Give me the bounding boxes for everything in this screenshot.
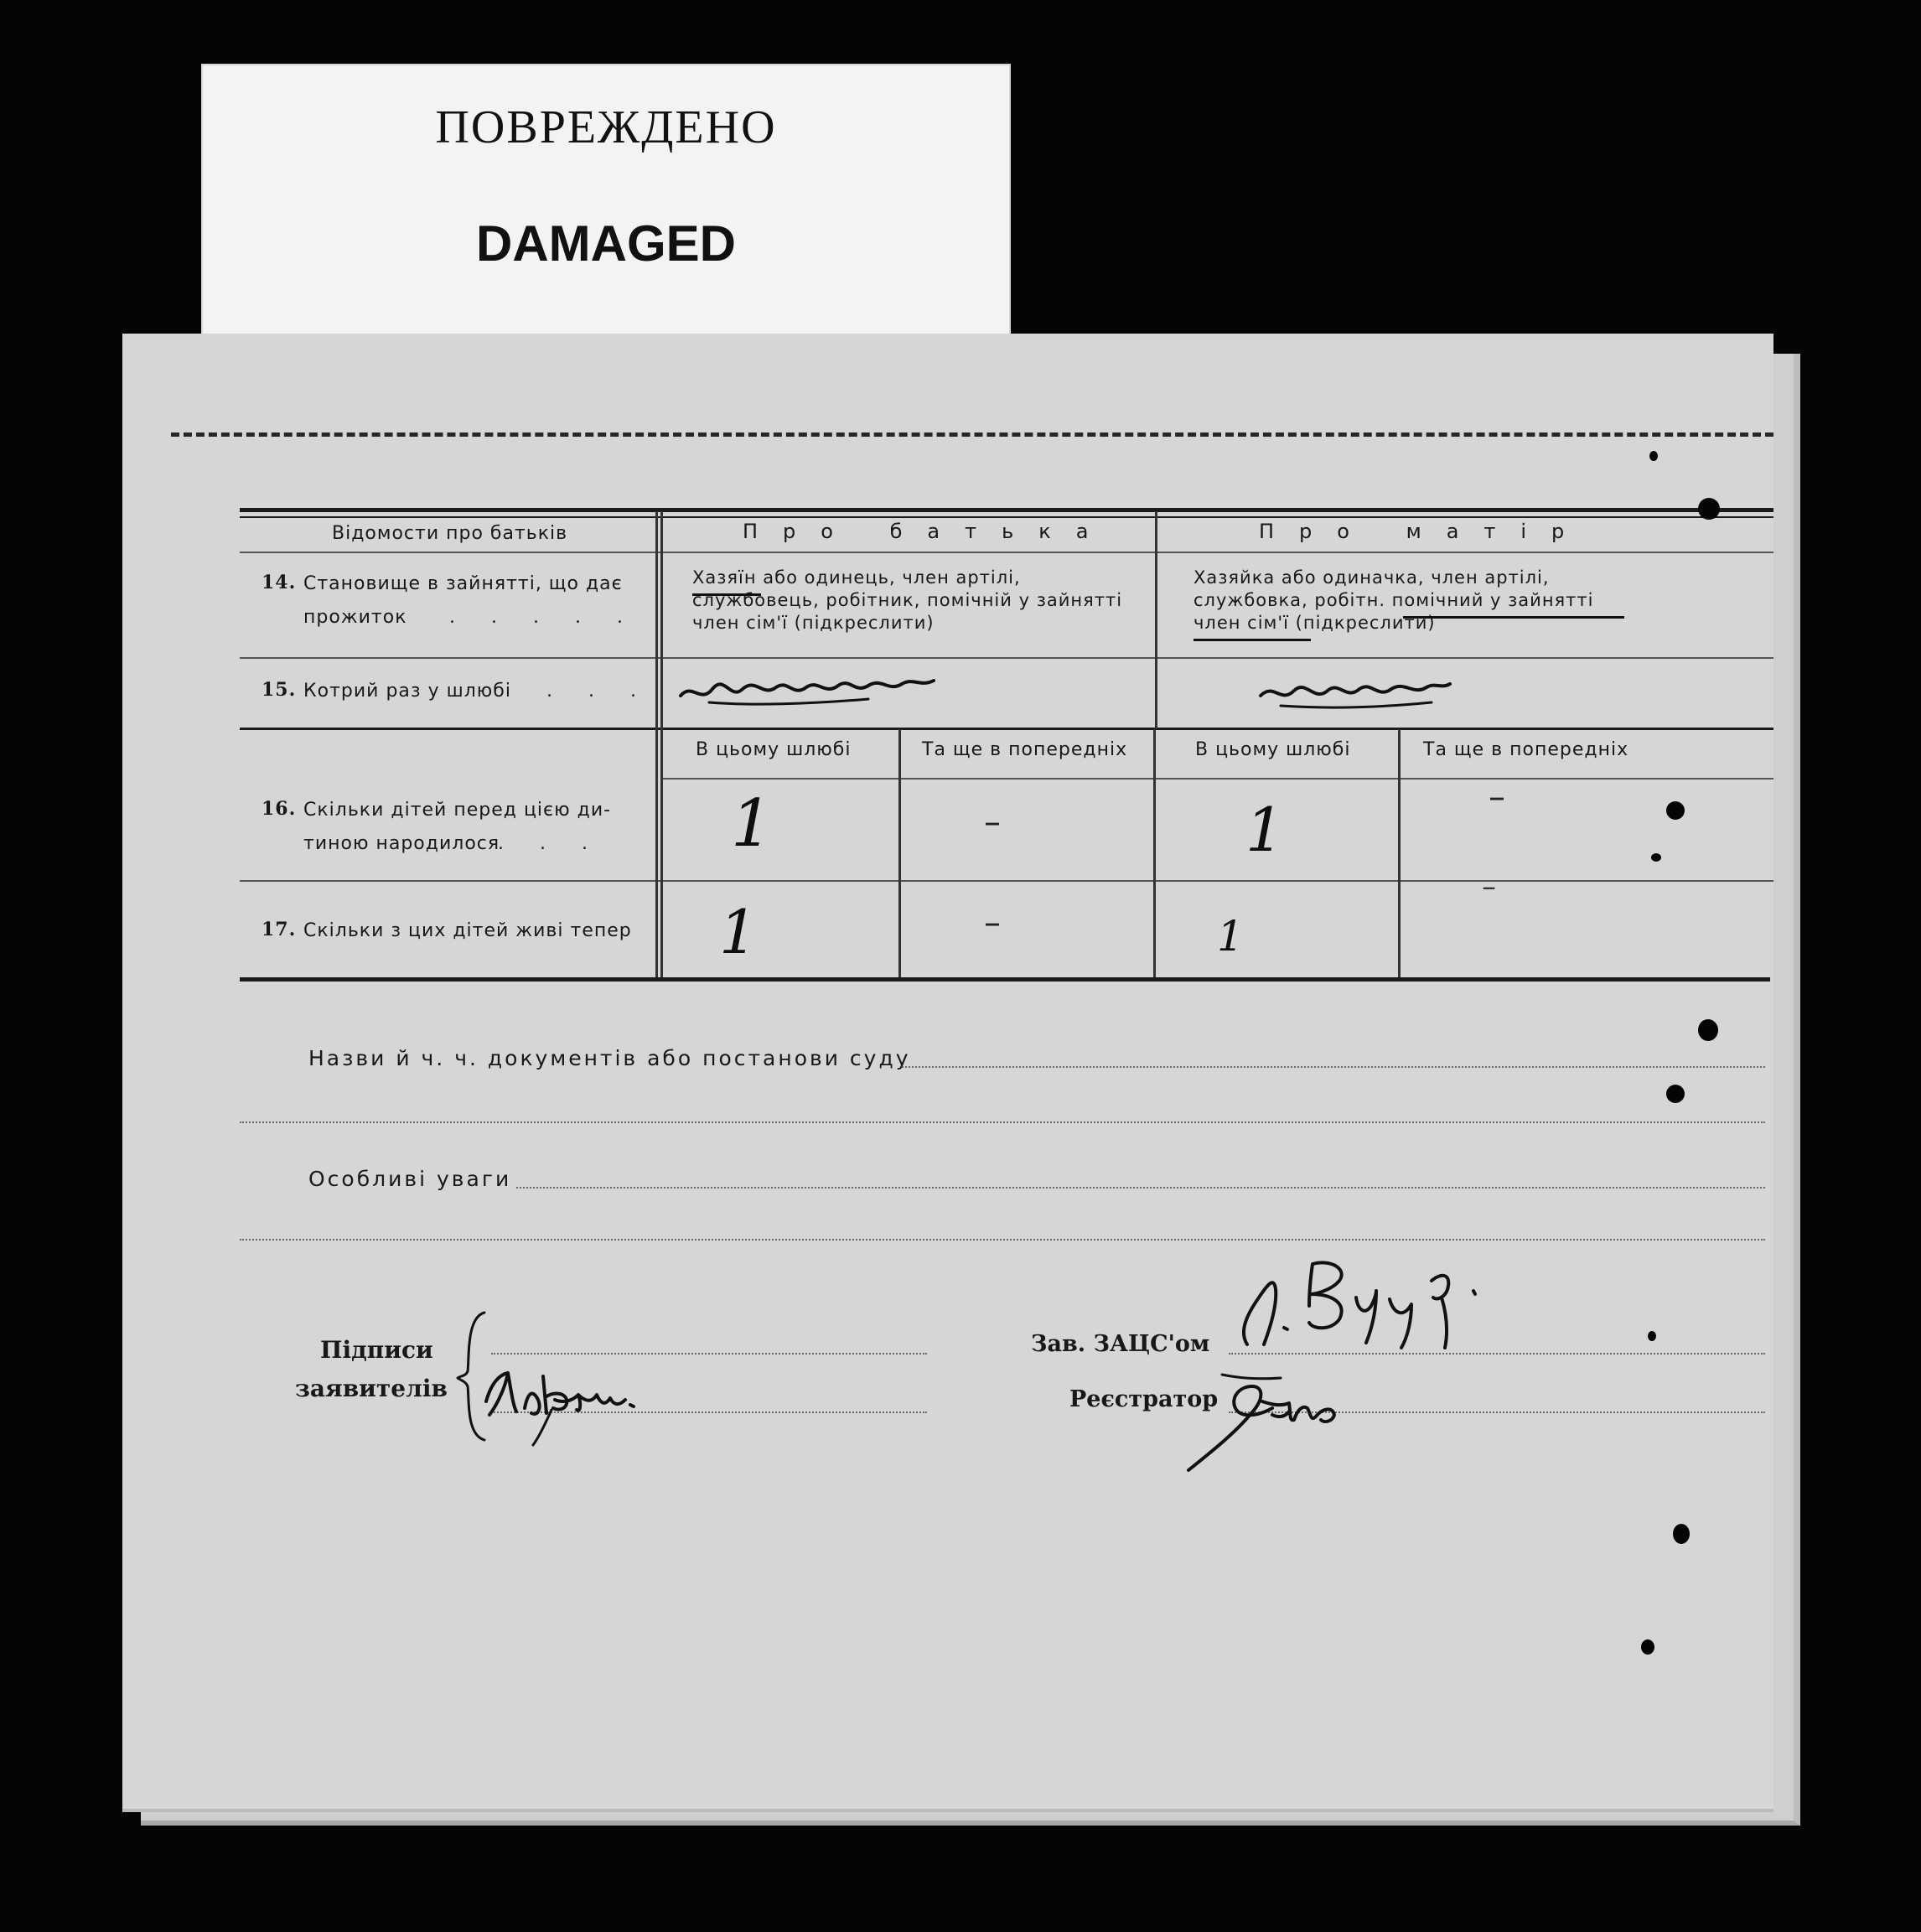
table-bottom-rule — [240, 977, 1770, 982]
documents-label: Назви й ч. ч. документів або постанови суду — [308, 1046, 911, 1070]
perforation-line — [171, 432, 1773, 437]
row14-rule — [240, 657, 1773, 659]
subheader-rule — [660, 778, 1773, 780]
notes-label: Особливі уваги — [308, 1167, 512, 1191]
row16-mother-prev-value: – — [1489, 778, 1505, 816]
row15-number: 15. — [261, 679, 297, 701]
col-divider-mother-sub — [1398, 729, 1401, 977]
row17-number: 17. — [261, 919, 297, 940]
handwriting-mother-marriage-count — [1256, 671, 1457, 724]
row16-number: 16. — [261, 798, 297, 820]
documents-line-1 — [902, 1066, 1765, 1068]
subheader-mother-prev: Та ще в попередніх — [1423, 739, 1629, 760]
row16-label-line2: тиною народилося — [303, 833, 500, 854]
notes-line-1 — [516, 1187, 1765, 1189]
subheader-father-this: В цьому шлюбі — [696, 739, 852, 760]
row16-father-this-value: 1 — [731, 786, 773, 862]
notes-line-2 — [240, 1239, 1765, 1241]
row16-rule — [240, 880, 1773, 882]
applicants-label-line2: заявителів — [295, 1375, 448, 1402]
head-signature — [1222, 1239, 1507, 1376]
mother-underline-pomichnyi — [1403, 616, 1624, 619]
row17-label: Скільки з цих дітей живі тепер — [303, 920, 632, 941]
applicant-signature-line-1 — [491, 1353, 927, 1354]
col-header-father: Про батька — [743, 520, 1114, 543]
row14-label-line2: прожиток — [303, 607, 407, 628]
tag-text-russian: ПОВРЕЖДЕНО — [435, 101, 777, 153]
col-divider-mother — [1153, 729, 1156, 977]
col-divider-parents — [1155, 511, 1157, 729]
table-top-rule — [240, 508, 1773, 512]
binding-hole — [1649, 451, 1658, 461]
binding-hole — [1698, 1019, 1718, 1041]
row14-label-line1: Становище в зайнятті, що дає — [303, 573, 623, 594]
head-label: Зав. ЗАЦС'ом — [1031, 1331, 1210, 1357]
col-header-mother: Про матір — [1259, 520, 1590, 543]
table-top-rule-thin — [240, 516, 1773, 518]
row16-father-prev-value: – — [984, 803, 1001, 842]
binding-hole — [1698, 498, 1720, 520]
row15-label: Котрий раз у шлюбі — [303, 681, 511, 702]
binding-hole — [1651, 853, 1661, 862]
binding-hole — [1673, 1524, 1690, 1544]
applicant-signature — [474, 1358, 692, 1453]
row15-leader-dots: . . . — [546, 681, 651, 702]
registrar-signature — [1155, 1358, 1373, 1495]
row17-father-prev-value: – — [984, 904, 1001, 942]
handwriting-father-marriage-count — [676, 667, 944, 721]
documents-line-2 — [240, 1121, 1765, 1123]
applicants-label-line1: Підписи — [320, 1336, 433, 1364]
registrar-label: Реєстратор — [1069, 1386, 1219, 1412]
record-sheet — [122, 334, 1773, 1812]
row14-number: 14. — [261, 572, 297, 593]
row17-mother-this-value: 1 — [1217, 912, 1244, 961]
col-divider-label — [655, 511, 658, 977]
subheader-mother-this: В цьому шлюбі — [1195, 739, 1351, 760]
row14-leader-dots: . . . . . — [449, 607, 638, 628]
row16-label-line1: Скільки дітей перед цією ди- — [303, 800, 612, 821]
mother-underline-chlen-simi — [1194, 639, 1311, 641]
row17-father-this-value: 1 — [719, 897, 758, 967]
row14-mother-options: Хазяйка або одиначка, член артілі, службовка, робітн. помічний у зайнятті член сім'ї (підкреслити) — [1194, 567, 1594, 633]
damaged-tag — [203, 65, 1009, 342]
binding-hole — [1648, 1331, 1656, 1341]
row15-rule — [240, 728, 1773, 730]
col-divider-father-sub — [898, 729, 901, 977]
father-underline-hazyain — [692, 593, 761, 596]
binding-hole — [1641, 1639, 1654, 1655]
col-divider-label-2 — [660, 511, 663, 977]
row17-mother-prev-value: – — [1482, 870, 1496, 904]
row14-father-options: Хазяїн або одинець, член артілі, службовець, робітник, помічній у зайнятті член сім'ї (підкреслити) — [692, 567, 1123, 633]
binding-hole — [1666, 1085, 1685, 1103]
subheader-father-prev: Та ще в попередніх — [922, 739, 1128, 760]
col-header-label: Відомости про батьків — [332, 523, 568, 544]
row16-mother-this-value: 1 — [1245, 795, 1284, 865]
binding-hole — [1666, 801, 1685, 820]
tag-text-english: DAMAGED — [476, 215, 736, 272]
row16-leader-dots: . . . — [498, 833, 603, 854]
header-rule — [240, 552, 1773, 553]
